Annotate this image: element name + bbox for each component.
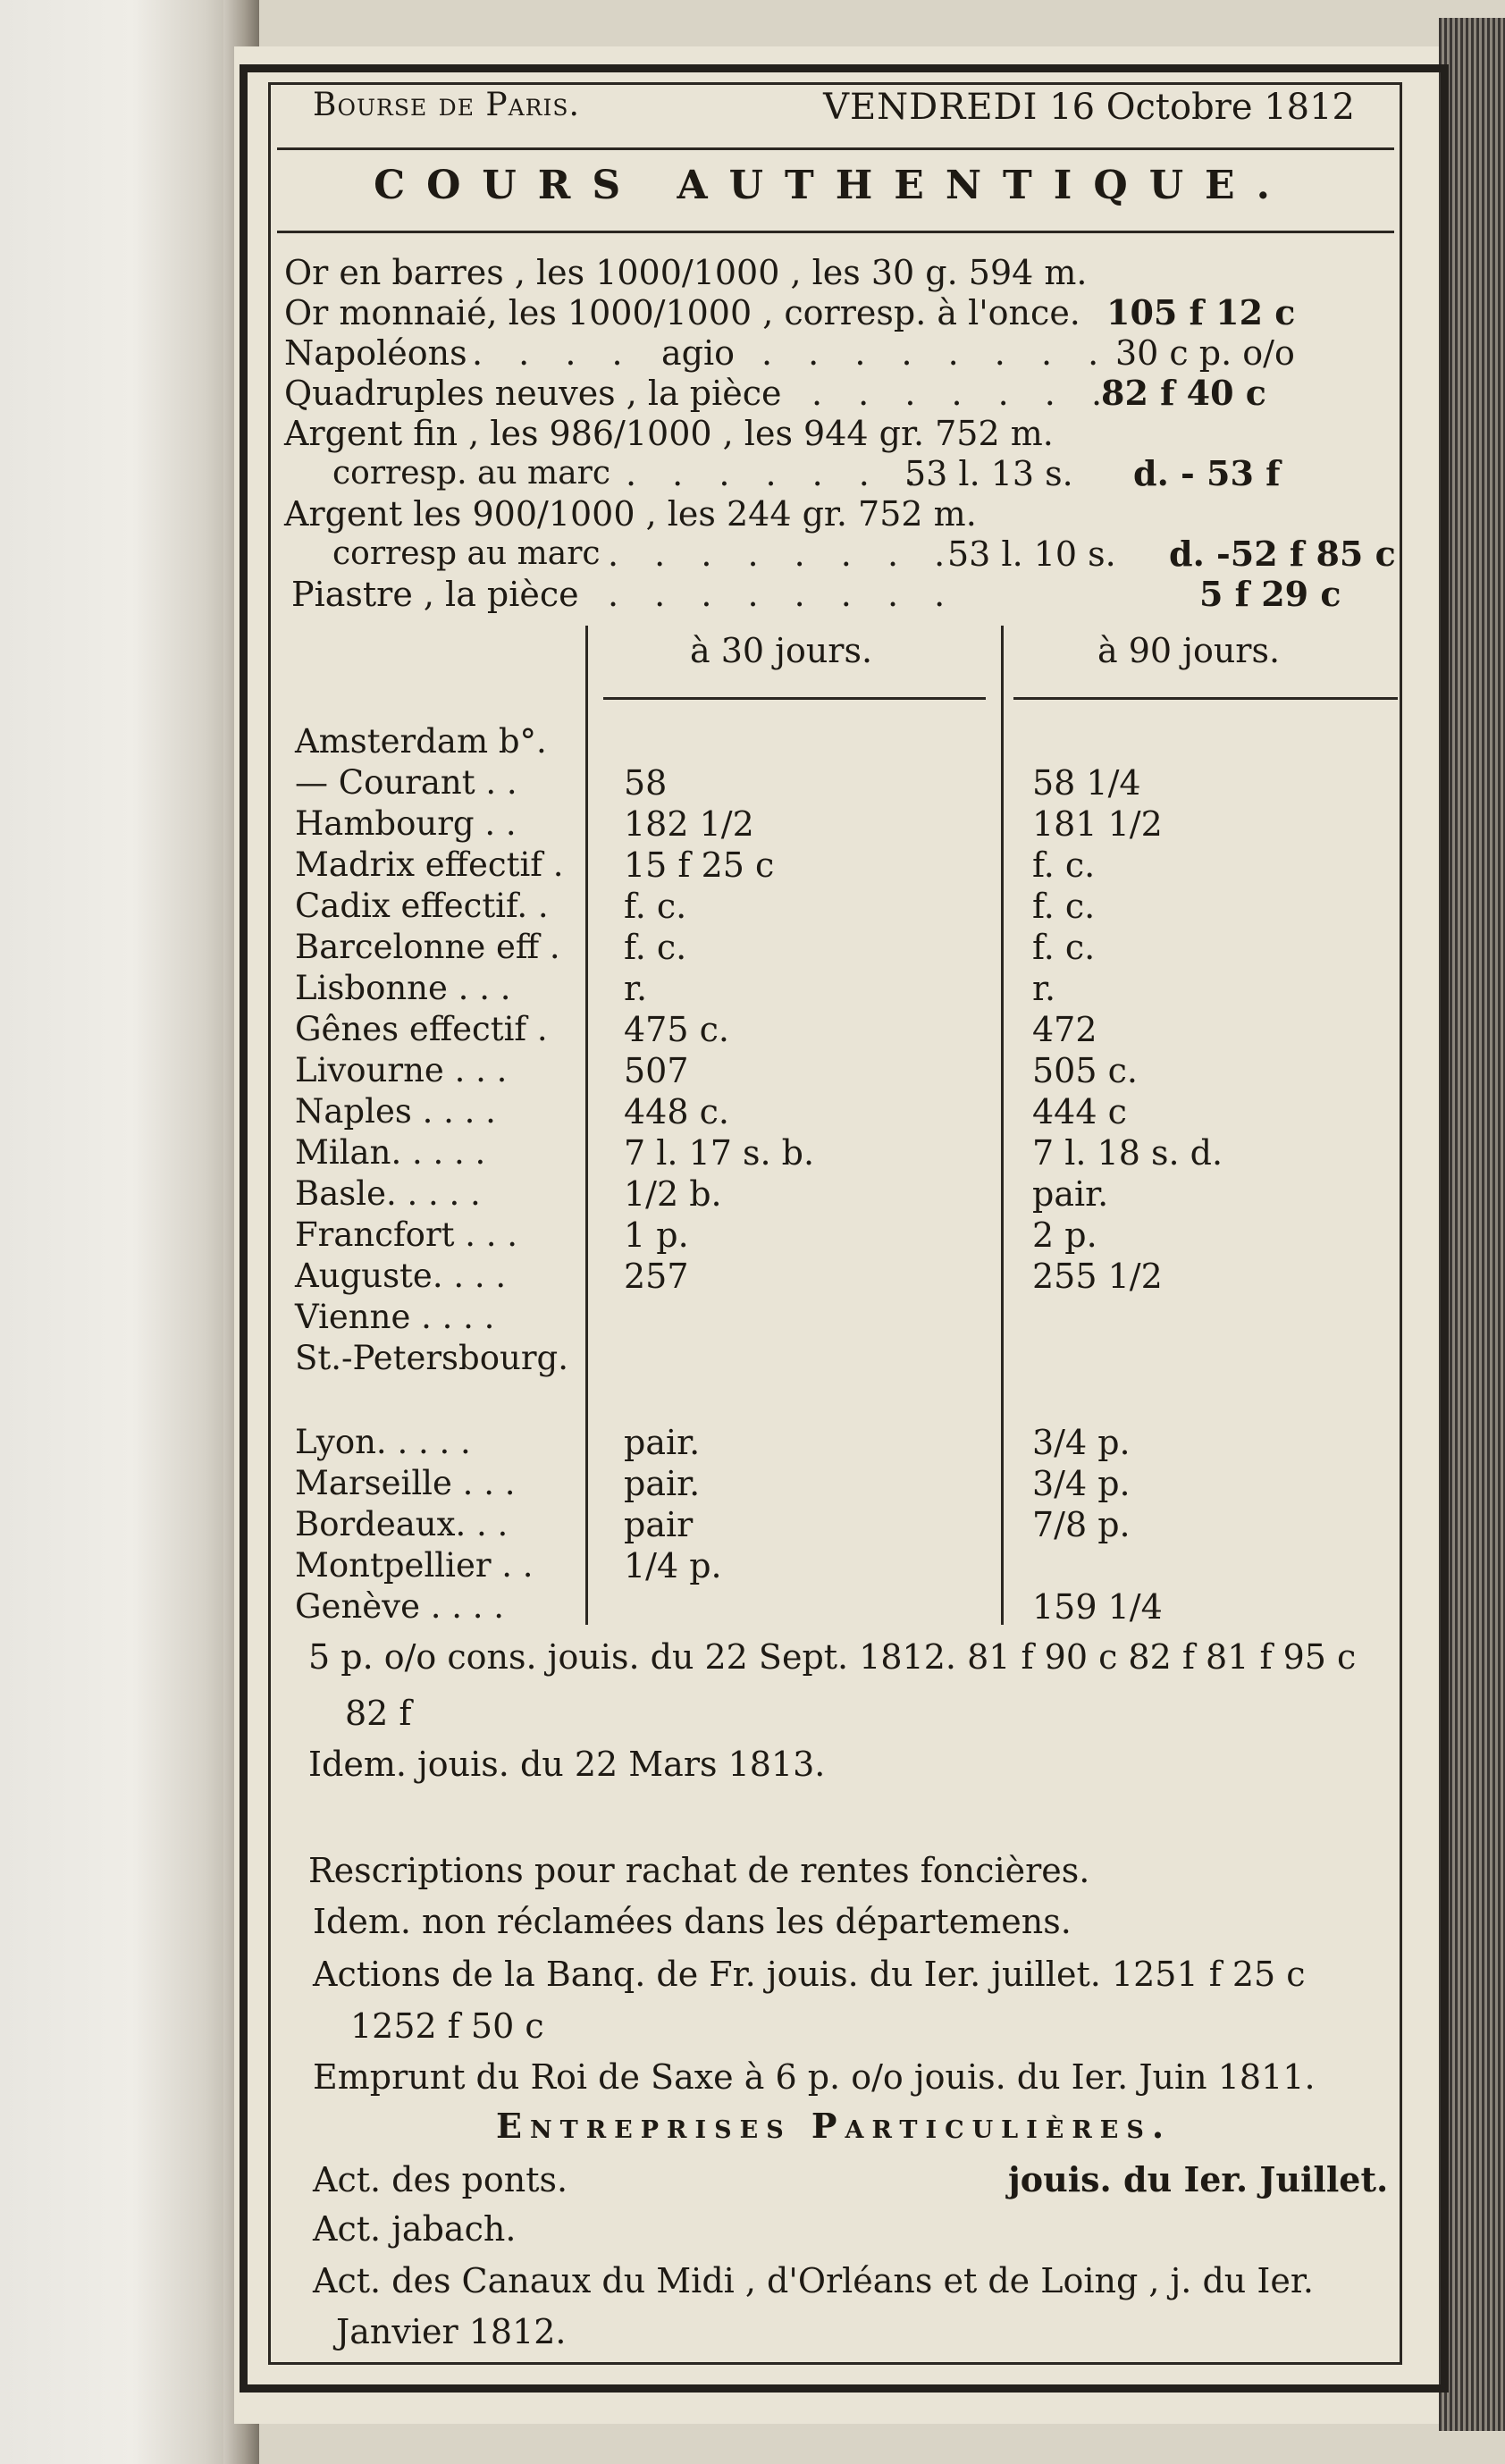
metals-line-6-value: 53 l. 13 s. <box>904 454 1073 493</box>
metals-line-6: corresp. au marc <box>332 455 611 492</box>
exchange-city: Lisbonne . . . <box>295 969 511 1007</box>
metals-line-3: Napoléons <box>284 333 467 373</box>
rate-90-days: f. c. <box>1032 845 1096 885</box>
rate-30-days: 475 c. <box>624 1010 729 1049</box>
rate-30-days: 1/2 b. <box>624 1174 722 1214</box>
funds-line-9-cont: Janvier 1812. <box>336 2312 567 2351</box>
exchange-city: Basle. . . . . <box>295 1174 481 1213</box>
header-rule <box>277 147 1394 150</box>
header-date <box>823 87 1355 128</box>
metals-line-2: Or monnaié, les 1000/1000 , corresp. à l'once. <box>284 293 1080 332</box>
section-heading: Entreprises Particulières. <box>496 2106 1173 2146</box>
rate-30-days: 1 p. <box>624 1215 689 1255</box>
funds-line-2: Idem. jouis. du 22 Mars 1813. <box>308 1745 826 1784</box>
funds-line-4: Idem. non réclamées dans les départemens. <box>313 1902 1072 1941</box>
exchange-city: Cadix effectif. . <box>295 887 549 925</box>
metals-line-4-value: 82 f 40 c <box>1101 373 1266 413</box>
rate-90-days: 3/4 p. <box>1032 1464 1131 1503</box>
rate-90-days: 58 1/4 <box>1032 763 1141 803</box>
rate-30-days: 448 c. <box>624 1092 729 1131</box>
col-90-header: à 90 jours. <box>1097 631 1281 670</box>
leader-dots: . . . . . . . . <box>608 534 958 574</box>
rate-30-days: 7 l. 17 s. b. <box>624 1133 815 1173</box>
leader-dots: . . . . <box>472 333 635 373</box>
exchange-city: Marseille . . . <box>295 1464 516 1502</box>
header-date-text: 16 Octobre 1812 <box>1049 87 1355 128</box>
metals-line-3-agio: agio <box>661 333 736 373</box>
metals-line-8: corresp au marc <box>332 535 601 572</box>
metals-line-1: Or en barres , les 1000/1000 , les 30 g. 594 m. <box>284 253 1088 292</box>
rate-90-days: 7 l. 18 s. d. <box>1032 1133 1223 1173</box>
rate-30-days: 1/4 p. <box>624 1546 722 1585</box>
metals-line-4: Quadruples neuves , la pièce <box>284 374 782 413</box>
exchange-city: Vienne . . . . <box>295 1298 495 1336</box>
funds-line-5-cont: 1252 f 50 c <box>350 2006 544 2046</box>
rate-90-days: 255 1/2 <box>1032 1257 1163 1296</box>
exchange-city: Livourne . . . <box>295 1051 508 1089</box>
rate-30-days: 15 f 25 c <box>624 845 775 885</box>
title-rule <box>277 231 1394 233</box>
exchange-name: Bourse de Paris. <box>313 87 580 123</box>
rate-30-days: r. <box>624 969 648 1008</box>
exchange-city: Bordeaux. . . <box>295 1505 509 1543</box>
exchange-city: Auguste. . . . <box>295 1257 507 1295</box>
metals-line-8-value: 53 l. 10 s. <box>947 534 1116 574</box>
metals-line-5: Argent fin , les 986/1000 , les 944 gr. 752 m. <box>284 414 1054 453</box>
exchange-city: Milan. . . . . <box>295 1133 486 1172</box>
exchange-city: Montpellier . . <box>295 1546 534 1585</box>
leader-dots: . . . . . . . . <box>761 333 1112 373</box>
header-rule <box>603 697 986 700</box>
rate-30-days: f. c. <box>624 887 687 926</box>
column-divider <box>1001 626 1004 1625</box>
leader-dots: . . . . . . . . <box>608 575 958 614</box>
exchange-city: Madrix effectif . <box>295 845 564 884</box>
rate-90-days: 472 <box>1032 1010 1097 1049</box>
rate-90-days: pair. <box>1032 1174 1109 1214</box>
rate-90-days: 444 c <box>1032 1092 1127 1131</box>
funds-line-1-cont: 82 f <box>345 1694 412 1733</box>
left-page-edge <box>0 0 241 2464</box>
exchange-city: Naples . . . . <box>295 1092 496 1131</box>
rate-30-days: pair. <box>624 1464 701 1503</box>
header-rule <box>1013 697 1398 700</box>
leader-dots: . . . . . . . <box>626 454 929 493</box>
exchange-city: Gênes effectif . <box>295 1010 548 1048</box>
exchange-city: St.-Petersbourg. <box>295 1339 568 1377</box>
funds-line-8: Act. jabach. <box>313 2209 517 2249</box>
exchange-city: Lyon. . . . . <box>295 1423 471 1461</box>
metals-line-2-value: 105 f 12 c <box>1106 292 1296 332</box>
rate-30-days: 58 <box>624 763 668 803</box>
page-edges-stack <box>1439 18 1505 2431</box>
metals-line-9: Piastre , la pièce <box>291 575 579 614</box>
exchange-city: — Courant . . <box>295 763 517 802</box>
rate-90-days: 505 c. <box>1032 1051 1138 1090</box>
funds-line-6: Emprunt du Roi de Saxe à 6 p. o/o jouis. du Ier. Juin 1811. <box>313 2057 1316 2097</box>
exchange-city: Amsterdam b°. <box>295 722 547 761</box>
rate-30-days: 257 <box>624 1257 689 1296</box>
rate-30-days: pair <box>624 1505 694 1544</box>
rate-90-days: 181 1/2 <box>1032 804 1163 844</box>
rate-30-days: 182 1/2 <box>624 804 754 844</box>
metals-line-3-value: 30 c p. o/o <box>1115 333 1295 373</box>
rate-30-days: f. c. <box>624 928 687 967</box>
col-30-header: à 30 jours. <box>690 631 873 670</box>
rate-30-days: pair. <box>624 1423 701 1462</box>
funds-line-5: Actions de la Banq. de Fr. jouis. du Ier. juillet. 1251 f 25 c <box>313 1955 1306 1994</box>
rate-90-days: 3/4 p. <box>1032 1423 1131 1462</box>
exchange-city: Francfort . . . <box>295 1215 518 1254</box>
funds-line-3: Rescriptions pour rachat de rentes foncières. <box>308 1851 1090 1890</box>
rate-90-days: r. <box>1032 969 1056 1008</box>
rate-90-days: f. c. <box>1032 887 1096 926</box>
rate-90-days: 2 p. <box>1032 1215 1097 1255</box>
funds-line-9: Act. des Canaux du Midi , d'Orléans et de Loing , j. du Ier. <box>313 2261 1314 2300</box>
leader-dots: . . . . . . . <box>811 374 1115 413</box>
column-divider <box>585 626 588 1625</box>
exchange-city: Barcelonne eff . <box>295 928 560 966</box>
exchange-city: Hambourg . . <box>295 804 517 843</box>
metals-line-9-value: 5 f 29 c <box>1199 574 1341 614</box>
page-title: COURS AUTHENTIQUE. <box>374 163 1291 208</box>
exchange-city: Genève . . . . <box>295 1587 505 1626</box>
funds-line-7: Act. des ponts. <box>313 2160 568 2199</box>
rate-30-days: 507 <box>624 1051 689 1090</box>
rate-90-days: 7/8 p. <box>1032 1505 1131 1544</box>
metals-line-7: Argent les 900/1000 , les 244 gr. 752 m. <box>284 494 977 534</box>
rate-90-days: f. c. <box>1032 928 1096 967</box>
rate-90-days: 159 1/4 <box>1032 1587 1163 1627</box>
metals-line-6-diff: d. - 53 f <box>1133 453 1281 493</box>
header-day: VENDREDI <box>823 87 1038 128</box>
funds-line-1: 5 p. o/o cons. jouis. du 22 Sept. 1812. 81 f 90 c 82 f 81 f 95 c <box>308 1637 1357 1677</box>
funds-line-7-jouis: jouis. du Ier. Juillet. <box>1008 2159 1389 2199</box>
metals-line-8-diff: d. -52 f 85 c <box>1169 534 1396 574</box>
